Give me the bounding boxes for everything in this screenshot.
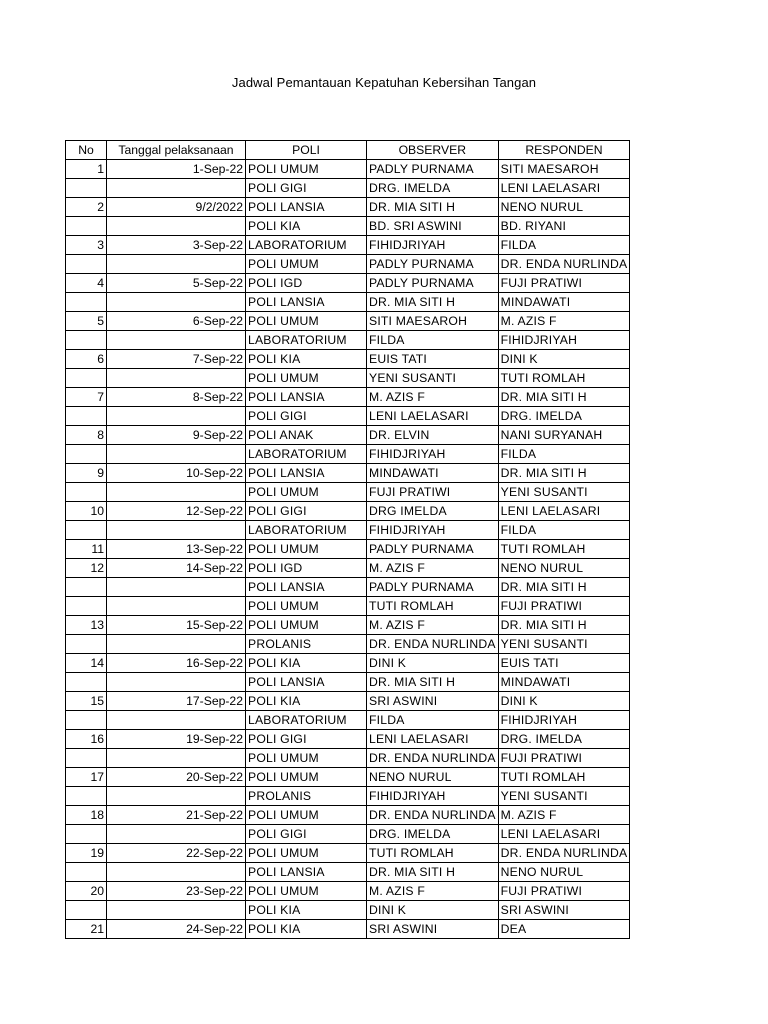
cell-tanggal xyxy=(107,293,246,312)
cell-observer: PADLY PURNAMA xyxy=(367,540,499,559)
cell-poli: POLI GIGI xyxy=(246,502,367,521)
cell-responden: NENO NURUL xyxy=(498,863,630,882)
cell-responden: LENI LAELASARI xyxy=(498,179,630,198)
cell-poli: POLI UMUM xyxy=(246,255,367,274)
table-row xyxy=(66,768,630,787)
table-row xyxy=(66,198,630,217)
cell-no xyxy=(66,445,107,464)
cell-poli: POLI UMUM xyxy=(246,312,367,331)
cell-no xyxy=(66,483,107,502)
table-row xyxy=(66,217,630,236)
cell-no: 10 xyxy=(66,502,107,521)
cell-tanggal xyxy=(107,255,246,274)
table-row xyxy=(66,426,630,445)
header-poli: POLI xyxy=(246,141,367,160)
cell-poli: POLI GIGI xyxy=(246,407,367,426)
table-row xyxy=(66,255,630,274)
cell-no xyxy=(66,217,107,236)
cell-observer: LENI LAELASARI xyxy=(367,407,499,426)
cell-observer: NENO NURUL xyxy=(367,768,499,787)
cell-responden: TUTI ROMLAH xyxy=(498,369,630,388)
cell-poli: POLI KIA xyxy=(246,920,367,939)
table-row xyxy=(66,179,630,198)
table-row xyxy=(66,521,630,540)
cell-tanggal: 23-Sep-22 xyxy=(107,882,246,901)
cell-no xyxy=(66,673,107,692)
cell-observer: DR. MIA SITI H xyxy=(367,863,499,882)
cell-tanggal xyxy=(107,578,246,597)
table-row xyxy=(66,654,630,673)
table-row xyxy=(66,312,630,331)
cell-poli: POLI KIA xyxy=(246,901,367,920)
table-row xyxy=(66,559,630,578)
cell-observer: DRG IMELDA xyxy=(367,502,499,521)
table-row xyxy=(66,407,630,426)
cell-tanggal: 6-Sep-22 xyxy=(107,312,246,331)
cell-responden: DR. MIA SITI H xyxy=(498,616,630,635)
cell-observer: DR. MIA SITI H xyxy=(367,293,499,312)
cell-responden: YENI SUSANTI xyxy=(498,787,630,806)
table-row xyxy=(66,464,630,483)
cell-no xyxy=(66,635,107,654)
cell-responden: MINDAWATI xyxy=(498,673,630,692)
cell-observer: FIHIDJRIYAH xyxy=(367,521,499,540)
cell-tanggal xyxy=(107,673,246,692)
cell-responden: FUJI PRATIWI xyxy=(498,882,630,901)
table-row xyxy=(66,597,630,616)
cell-poli: POLI UMUM xyxy=(246,882,367,901)
cell-observer: FUJI PRATIWI xyxy=(367,483,499,502)
table-row xyxy=(66,578,630,597)
cell-observer: BD. SRI ASWINI xyxy=(367,217,499,236)
cell-responden: YENI SUSANTI xyxy=(498,483,630,502)
cell-poli: POLI KIA xyxy=(246,692,367,711)
cell-no: 2 xyxy=(66,198,107,217)
cell-poli: POLI UMUM xyxy=(246,369,367,388)
cell-responden: MINDAWATI xyxy=(498,293,630,312)
cell-tanggal xyxy=(107,863,246,882)
cell-poli: LABORATORIUM xyxy=(246,236,367,255)
cell-responden: LENI LAELASARI xyxy=(498,502,630,521)
cell-observer: FIHIDJRIYAH xyxy=(367,445,499,464)
cell-observer: DINI K xyxy=(367,901,499,920)
table-row xyxy=(66,730,630,749)
header-no: No xyxy=(66,141,107,160)
cell-tanggal: 21-Sep-22 xyxy=(107,806,246,825)
cell-tanggal xyxy=(107,331,246,350)
cell-observer: FILDA xyxy=(367,331,499,350)
cell-no xyxy=(66,787,107,806)
cell-observer: DR. MIA SITI H xyxy=(367,673,499,692)
cell-poli: POLI LANSIA xyxy=(246,198,367,217)
cell-responden: FUJI PRATIWI xyxy=(498,597,630,616)
cell-no xyxy=(66,749,107,768)
cell-tanggal xyxy=(107,407,246,426)
cell-no: 4 xyxy=(66,274,107,293)
cell-no: 18 xyxy=(66,806,107,825)
cell-no xyxy=(66,179,107,198)
cell-poli: POLI LANSIA xyxy=(246,464,367,483)
cell-poli: POLI KIA xyxy=(246,654,367,673)
cell-poli: POLI UMUM xyxy=(246,160,367,179)
cell-observer: TUTI ROMLAH xyxy=(367,844,499,863)
cell-responden: DRG. IMELDA xyxy=(498,730,630,749)
cell-observer: PADLY PURNAMA xyxy=(367,255,499,274)
cell-no: 8 xyxy=(66,426,107,445)
cell-no: 16 xyxy=(66,730,107,749)
cell-no: 7 xyxy=(66,388,107,407)
cell-responden: YENI SUSANTI xyxy=(498,635,630,654)
cell-tanggal: 22-Sep-22 xyxy=(107,844,246,863)
cell-no: 15 xyxy=(66,692,107,711)
cell-tanggal: 16-Sep-22 xyxy=(107,654,246,673)
cell-observer: DR. ENDA NURLINDA xyxy=(367,806,499,825)
cell-no xyxy=(66,369,107,388)
cell-tanggal xyxy=(107,711,246,730)
cell-observer: M. AZIS F xyxy=(367,616,499,635)
cell-tanggal xyxy=(107,749,246,768)
cell-observer: SITI MAESAROH xyxy=(367,312,499,331)
cell-responden: FIHIDJRIYAH xyxy=(498,331,630,350)
cell-tanggal xyxy=(107,179,246,198)
table-row xyxy=(66,825,630,844)
cell-observer: PADLY PURNAMA xyxy=(367,578,499,597)
table-row xyxy=(66,844,630,863)
table-row xyxy=(66,673,630,692)
cell-no: 21 xyxy=(66,920,107,939)
cell-poli: POLI UMUM xyxy=(246,844,367,863)
cell-poli: POLI UMUM xyxy=(246,483,367,502)
cell-tanggal: 9/2/2022 xyxy=(107,198,246,217)
cell-poli: POLI LANSIA xyxy=(246,578,367,597)
cell-responden: DR. MIA SITI H xyxy=(498,464,630,483)
table-header-row xyxy=(66,141,630,160)
cell-no: 12 xyxy=(66,559,107,578)
cell-no xyxy=(66,901,107,920)
table-row xyxy=(66,293,630,312)
cell-observer: M. AZIS F xyxy=(367,882,499,901)
schedule-table xyxy=(65,140,630,939)
cell-tanggal xyxy=(107,787,246,806)
cell-responden: FUJI PRATIWI xyxy=(498,749,630,768)
cell-poli: LABORATORIUM xyxy=(246,521,367,540)
header-tanggal: Tanggal pelaksanaan xyxy=(107,141,246,160)
cell-no xyxy=(66,293,107,312)
cell-tanggal: 13-Sep-22 xyxy=(107,540,246,559)
cell-responden: BD. RIYANI xyxy=(498,217,630,236)
cell-tanggal xyxy=(107,369,246,388)
cell-observer: FILDA xyxy=(367,711,499,730)
cell-observer: PADLY PURNAMA xyxy=(367,274,499,293)
cell-observer: DR. MIA SITI H xyxy=(367,198,499,217)
cell-responden: DINI K xyxy=(498,692,630,711)
cell-responden: TUTI ROMLAH xyxy=(498,540,630,559)
cell-no: 6 xyxy=(66,350,107,369)
cell-tanggal xyxy=(107,217,246,236)
cell-responden: SITI MAESAROH xyxy=(498,160,630,179)
cell-responden: LENI LAELASARI xyxy=(498,825,630,844)
cell-tanggal: 7-Sep-22 xyxy=(107,350,246,369)
header-responden: RESPONDEN xyxy=(498,141,630,160)
table-row xyxy=(66,540,630,559)
cell-no xyxy=(66,863,107,882)
cell-observer: SRI ASWINI xyxy=(367,920,499,939)
table-row xyxy=(66,806,630,825)
cell-poli: POLI UMUM xyxy=(246,749,367,768)
table-row xyxy=(66,920,630,939)
cell-no: 13 xyxy=(66,616,107,635)
table-row xyxy=(66,711,630,730)
cell-tanggal: 24-Sep-22 xyxy=(107,920,246,939)
cell-no xyxy=(66,521,107,540)
cell-poli: POLI ANAK xyxy=(246,426,367,445)
cell-observer: MINDAWATI xyxy=(367,464,499,483)
cell-no: 5 xyxy=(66,312,107,331)
cell-tanggal xyxy=(107,901,246,920)
cell-responden: SRI ASWINI xyxy=(498,901,630,920)
table-row xyxy=(66,749,630,768)
cell-observer: DRG. IMELDA xyxy=(367,179,499,198)
cell-responden: DR. ENDA NURLINDA xyxy=(498,844,630,863)
table-row xyxy=(66,483,630,502)
cell-observer: FIHIDJRIYAH xyxy=(367,236,499,255)
table-row xyxy=(66,616,630,635)
table-row xyxy=(66,369,630,388)
cell-poli: POLI LANSIA xyxy=(246,388,367,407)
cell-tanggal: 17-Sep-22 xyxy=(107,692,246,711)
cell-no: 3 xyxy=(66,236,107,255)
cell-no: 1 xyxy=(66,160,107,179)
cell-responden: DINI K xyxy=(498,350,630,369)
cell-poli: POLI LANSIA xyxy=(246,863,367,882)
cell-tanggal: 12-Sep-22 xyxy=(107,502,246,521)
cell-no: 20 xyxy=(66,882,107,901)
table-row xyxy=(66,445,630,464)
cell-responden: DR. ENDA NURLINDA xyxy=(498,255,630,274)
document-title: Jadwal Pemantauan Kepatuhan Kebersihan Tangan xyxy=(231,75,537,90)
cell-responden: FILDA xyxy=(498,236,630,255)
cell-poli: PROLANIS xyxy=(246,787,367,806)
cell-no xyxy=(66,597,107,616)
cell-poli: POLI IGD xyxy=(246,559,367,578)
cell-tanggal: 9-Sep-22 xyxy=(107,426,246,445)
cell-no xyxy=(66,407,107,426)
cell-poli: POLI KIA xyxy=(246,217,367,236)
cell-tanggal: 19-Sep-22 xyxy=(107,730,246,749)
cell-observer: PADLY PURNAMA xyxy=(367,160,499,179)
cell-poli: LABORATORIUM xyxy=(246,711,367,730)
cell-responden: M. AZIS F xyxy=(498,806,630,825)
cell-observer: YENI SUSANTI xyxy=(367,369,499,388)
cell-no xyxy=(66,711,107,730)
cell-poli: POLI UMUM xyxy=(246,597,367,616)
table-row xyxy=(66,388,630,407)
cell-no: 9 xyxy=(66,464,107,483)
cell-tanggal: 10-Sep-22 xyxy=(107,464,246,483)
table-row xyxy=(66,787,630,806)
table-body xyxy=(66,160,630,939)
header-observer: OBSERVER xyxy=(367,141,499,160)
cell-observer: M. AZIS F xyxy=(367,559,499,578)
cell-tanggal xyxy=(107,597,246,616)
cell-poli: POLI LANSIA xyxy=(246,673,367,692)
cell-responden: M. AZIS F xyxy=(498,312,630,331)
cell-observer: LENI LAELASARI xyxy=(367,730,499,749)
cell-responden: DRG. IMELDA xyxy=(498,407,630,426)
cell-poli: POLI UMUM xyxy=(246,768,367,787)
cell-no xyxy=(66,255,107,274)
cell-no xyxy=(66,825,107,844)
cell-tanggal: 14-Sep-22 xyxy=(107,559,246,578)
table-row xyxy=(66,502,630,521)
cell-poli: POLI LANSIA xyxy=(246,293,367,312)
cell-responden: DR. MIA SITI H xyxy=(498,578,630,597)
cell-observer: M. AZIS F xyxy=(367,388,499,407)
cell-poli: POLI KIA xyxy=(246,350,367,369)
cell-no xyxy=(66,578,107,597)
cell-tanggal xyxy=(107,635,246,654)
cell-poli: POLI GIGI xyxy=(246,179,367,198)
table-row xyxy=(66,692,630,711)
cell-observer: DR. ELVIN xyxy=(367,426,499,445)
cell-poli: POLI UMUM xyxy=(246,616,367,635)
table-row xyxy=(66,901,630,920)
cell-tanggal xyxy=(107,521,246,540)
table-row xyxy=(66,236,630,255)
cell-poli: POLI GIGI xyxy=(246,825,367,844)
cell-no: 19 xyxy=(66,844,107,863)
cell-responden: NANI SURYANAH xyxy=(498,426,630,445)
table-row xyxy=(66,350,630,369)
cell-observer: TUTI ROMLAH xyxy=(367,597,499,616)
cell-responden: DEA xyxy=(498,920,630,939)
cell-poli: LABORATORIUM xyxy=(246,331,367,350)
cell-responden: FILDA xyxy=(498,445,630,464)
cell-responden: TUTI ROMLAH xyxy=(498,768,630,787)
cell-responden: EUIS TATI xyxy=(498,654,630,673)
table-row xyxy=(66,882,630,901)
cell-responden: NENO NURUL xyxy=(498,198,630,217)
cell-poli: POLI UMUM xyxy=(246,806,367,825)
cell-observer: DR. ENDA NURLINDA xyxy=(367,749,499,768)
cell-poli: POLI UMUM xyxy=(246,540,367,559)
cell-observer: DINI K xyxy=(367,654,499,673)
cell-no: 14 xyxy=(66,654,107,673)
cell-responden: DR. MIA SITI H xyxy=(498,388,630,407)
table-row xyxy=(66,274,630,293)
cell-poli: POLI GIGI xyxy=(246,730,367,749)
cell-poli: LABORATORIUM xyxy=(246,445,367,464)
cell-responden: FUJI PRATIWI xyxy=(498,274,630,293)
cell-observer: DRG. IMELDA xyxy=(367,825,499,844)
cell-no: 11 xyxy=(66,540,107,559)
cell-tanggal xyxy=(107,483,246,502)
cell-tanggal xyxy=(107,445,246,464)
cell-tanggal: 1-Sep-22 xyxy=(107,160,246,179)
table-row xyxy=(66,160,630,179)
table-row xyxy=(66,863,630,882)
cell-poli: POLI IGD xyxy=(246,274,367,293)
cell-tanggal: 15-Sep-22 xyxy=(107,616,246,635)
cell-tanggal: 3-Sep-22 xyxy=(107,236,246,255)
cell-responden: NENO NURUL xyxy=(498,559,630,578)
cell-observer: DR. ENDA NURLINDA xyxy=(367,635,499,654)
cell-observer: FIHIDJRIYAH xyxy=(367,787,499,806)
cell-observer: SRI ASWINI xyxy=(367,692,499,711)
cell-tanggal xyxy=(107,825,246,844)
cell-responden: FILDA xyxy=(498,521,630,540)
cell-no: 17 xyxy=(66,768,107,787)
cell-responden: FIHIDJRIYAH xyxy=(498,711,630,730)
cell-poli: PROLANIS xyxy=(246,635,367,654)
cell-observer: EUIS TATI xyxy=(367,350,499,369)
cell-no xyxy=(66,331,107,350)
cell-tanggal: 5-Sep-22 xyxy=(107,274,246,293)
cell-tanggal: 20-Sep-22 xyxy=(107,768,246,787)
table-row xyxy=(66,635,630,654)
cell-tanggal: 8-Sep-22 xyxy=(107,388,246,407)
table-row xyxy=(66,331,630,350)
